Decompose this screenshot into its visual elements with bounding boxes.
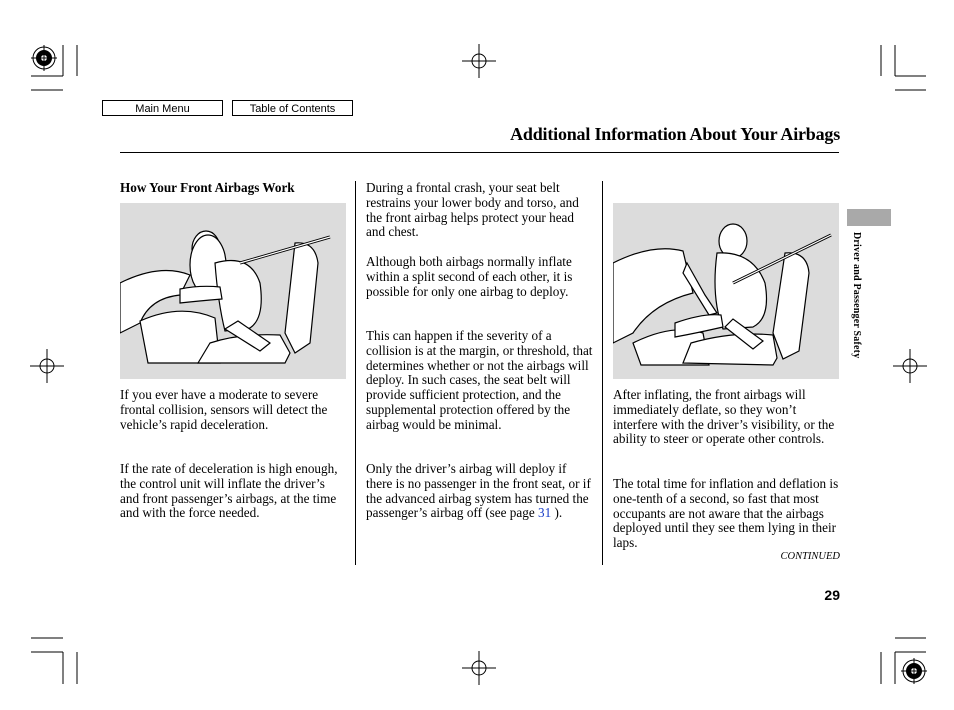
- paragraph: This can happen if the severity of a collision is at the margin, or threshold, that determines whether or not the airbags will deploy. In such cases, the seat belt will provide sufficient protection, and the supplemental protection offered by the airbag would be minimal.: [366, 328, 593, 432]
- paragraph: The total time for inflation and deflation is one-tenth of a second, so fast that most occupants are not aware that the airbags deployed until they see them lying in their laps.: [613, 476, 839, 551]
- section-subheading: How Your Front Airbags Work: [120, 180, 295, 195]
- airbag-inflating-illustration: [120, 203, 346, 379]
- paragraph-text: Only the driver’s airbag will deploy if there is no passenger in the front seat, or if the advanced airbag system has turned the passenger’s airbag off (see page: [366, 461, 591, 521]
- paragraph: After inflating, the front airbags will immediately deflate, so they won’t interfere with the driver’s visibility, or the ability to steer or operate other controls.: [613, 387, 835, 447]
- section-side-label: Driver and Passenger Safety: [851, 232, 862, 359]
- paragraph-text: ).: [551, 505, 563, 521]
- page-link[interactable]: 31: [537, 505, 552, 521]
- paragraph: During a frontal crash, your seat belt restrains your lower body and torso, and the front airbag helps protect your head and chest.: [366, 180, 579, 240]
- header-rule: [120, 152, 839, 153]
- page-title: Additional Information About Your Airbags: [510, 124, 840, 144]
- paragraph: If the rate of deceleration is high enough, the control unit will inflate the driver’s and front passenger’s airbags, at the time and with the force needed.: [120, 461, 338, 521]
- column-divider: [602, 181, 603, 565]
- table-of-contents-button[interactable]: Table of Contents: [232, 100, 353, 116]
- continued-label: CONTINUED: [780, 551, 840, 562]
- paragraph: Although both airbags normally inflate within a split second of each other, it is possible for only one airbag to deploy.: [366, 254, 573, 299]
- page-number: 29: [824, 587, 840, 603]
- paragraph: If you ever have a moderate to severe frontal collision, sensors will detect the vehicle’s rapid deceleration.: [120, 387, 328, 432]
- main-menu-button[interactable]: Main Menu: [102, 100, 223, 116]
- airbag-deflated-illustration: [613, 203, 839, 379]
- section-side-tab: [847, 209, 891, 226]
- column-divider: [355, 181, 356, 565]
- paragraph: [366, 462, 596, 521]
